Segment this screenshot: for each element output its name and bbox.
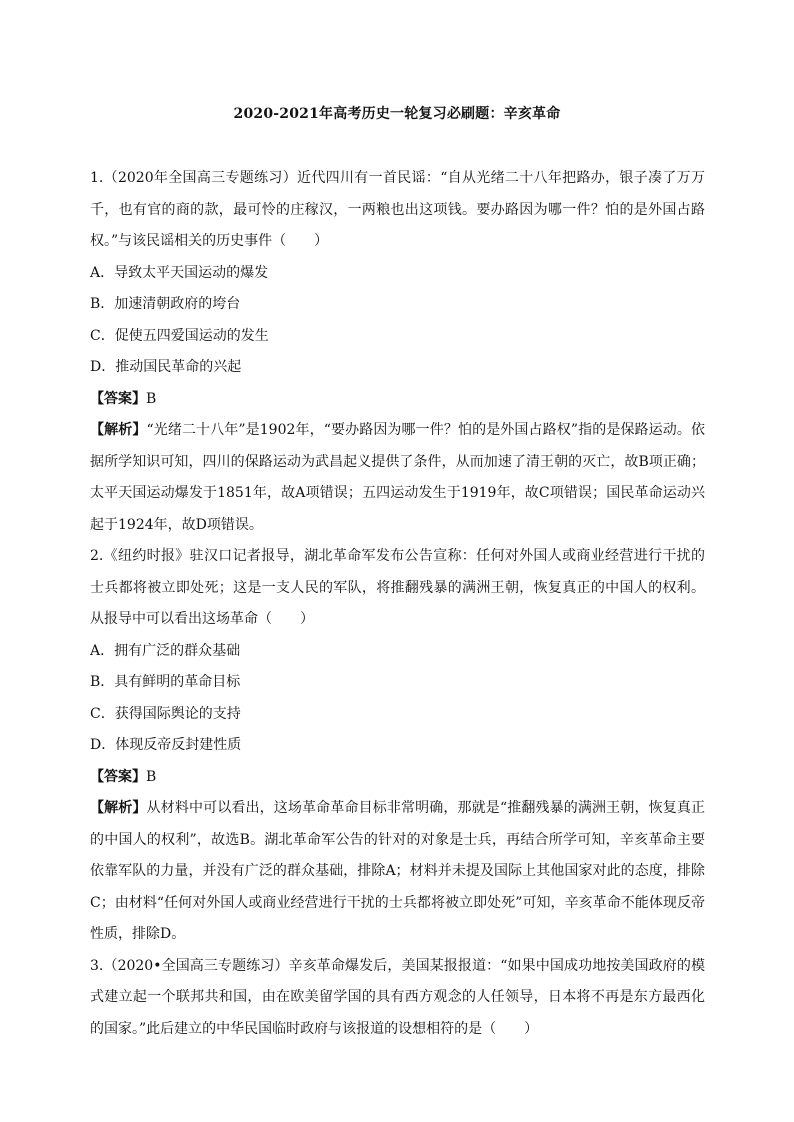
question-1-stem: 1.（2020年全国高三专题练习）近代四川有一首民谣：“自从光绪二十八年把路办，银子凑了万万千，也有官的商的款，最可怜的庄稼汉，一两粮也出这项钱。要办路因为哪一件？怕的是外国占路权。”与该民谣相关的历史事件（ ） (90, 170, 705, 249)
page-title: 2020-2021年高考历史一轮复习必刷题：辛亥革命 (233, 106, 561, 122)
question-1-analysis (90, 415, 705, 541)
analysis-label: 【解析】 (90, 800, 147, 816)
answer-value: B (146, 390, 157, 407)
question-2-option-d: D．体现反帝反封建性质 (90, 737, 242, 753)
question-1-option-a: A．导致太平天国运动的爆发 (90, 264, 269, 281)
answer-label: 【答案】 (90, 768, 146, 785)
question-2-stem: 2.《纽约时报》驻汉口记者报导，湖北革命军发布公告宣称：任何对外国人或商业经营进行干扰的士兵都将被立即处死；这是一支人民的军队，将推翻残暴的满洲王朝，恢复真正的中国人的权利。从报导中可以看出这场革命（ ） (90, 548, 705, 627)
analysis-text: 从材料中可以看出，这场革命革命目标非常明确，那就是“推翻残暴的满洲王朝，恢复真正的中国人的权利”，故选B。湖北革命军公告的针对的对象是士兵，再结合所学可知，辛亥革命主要依靠军队的力量，并没有广泛的群众基础，排除A；材料并未提及国际上其他国家对此的态度，排除C；由材料“任何对外国人或商业经营进行干扰的士兵都将被立即处死”可知，辛亥革命不能体现反帝性质，排除D。 (90, 800, 706, 942)
question-2-option-b: B．具有鲜明的革命目标 (90, 674, 241, 690)
question-1-option-b: B．加速清朝政府的垮台 (90, 296, 241, 312)
question-list (90, 163, 705, 1045)
question-1-option-d: D．推动国民革命的兴起 (90, 359, 242, 375)
analysis-text: “光绪二十八年”是1902年，“要办路因为哪一件？怕的是外国占路权”指的是保路运动。依据所学知识可知，四川的保路运动为武昌起义提供了条件，从而加速了清王朝的灭亡，故B项正确；太平天国运动爆发于1851年，故A项错误；五四运动发生于1919年，故C项错误；国民革命运动兴起于1924年，故D项错误。 (90, 422, 706, 533)
question-2-option-a: A．拥有广泛的群众基础 (90, 642, 241, 659)
question-2-answer (90, 762, 705, 794)
question-1-option-c: C．促使五四爱国运动的发生 (90, 327, 269, 344)
answer-label: 【答案】 (90, 390, 146, 407)
question-3-stem: 3.（2020•全国高三专题练习）辛亥革命爆发后，美国某报报道：“如果中国成功地按美国政府的模式建立起一个联邦共和国，由在欧美留学国的具有西方观念的人任领导，日本将不再是东方最西化的国家。”此后建立的中华民国临时政府与该报道的设想相符的是（ ） (90, 957, 705, 1037)
question-1-answer (90, 384, 705, 416)
answer-value: B (146, 768, 157, 785)
analysis-label: 【解析】 (90, 422, 147, 438)
question-2-analysis (90, 793, 705, 951)
question-2-option-c: C．获得国际舆论的支持 (90, 705, 241, 722)
